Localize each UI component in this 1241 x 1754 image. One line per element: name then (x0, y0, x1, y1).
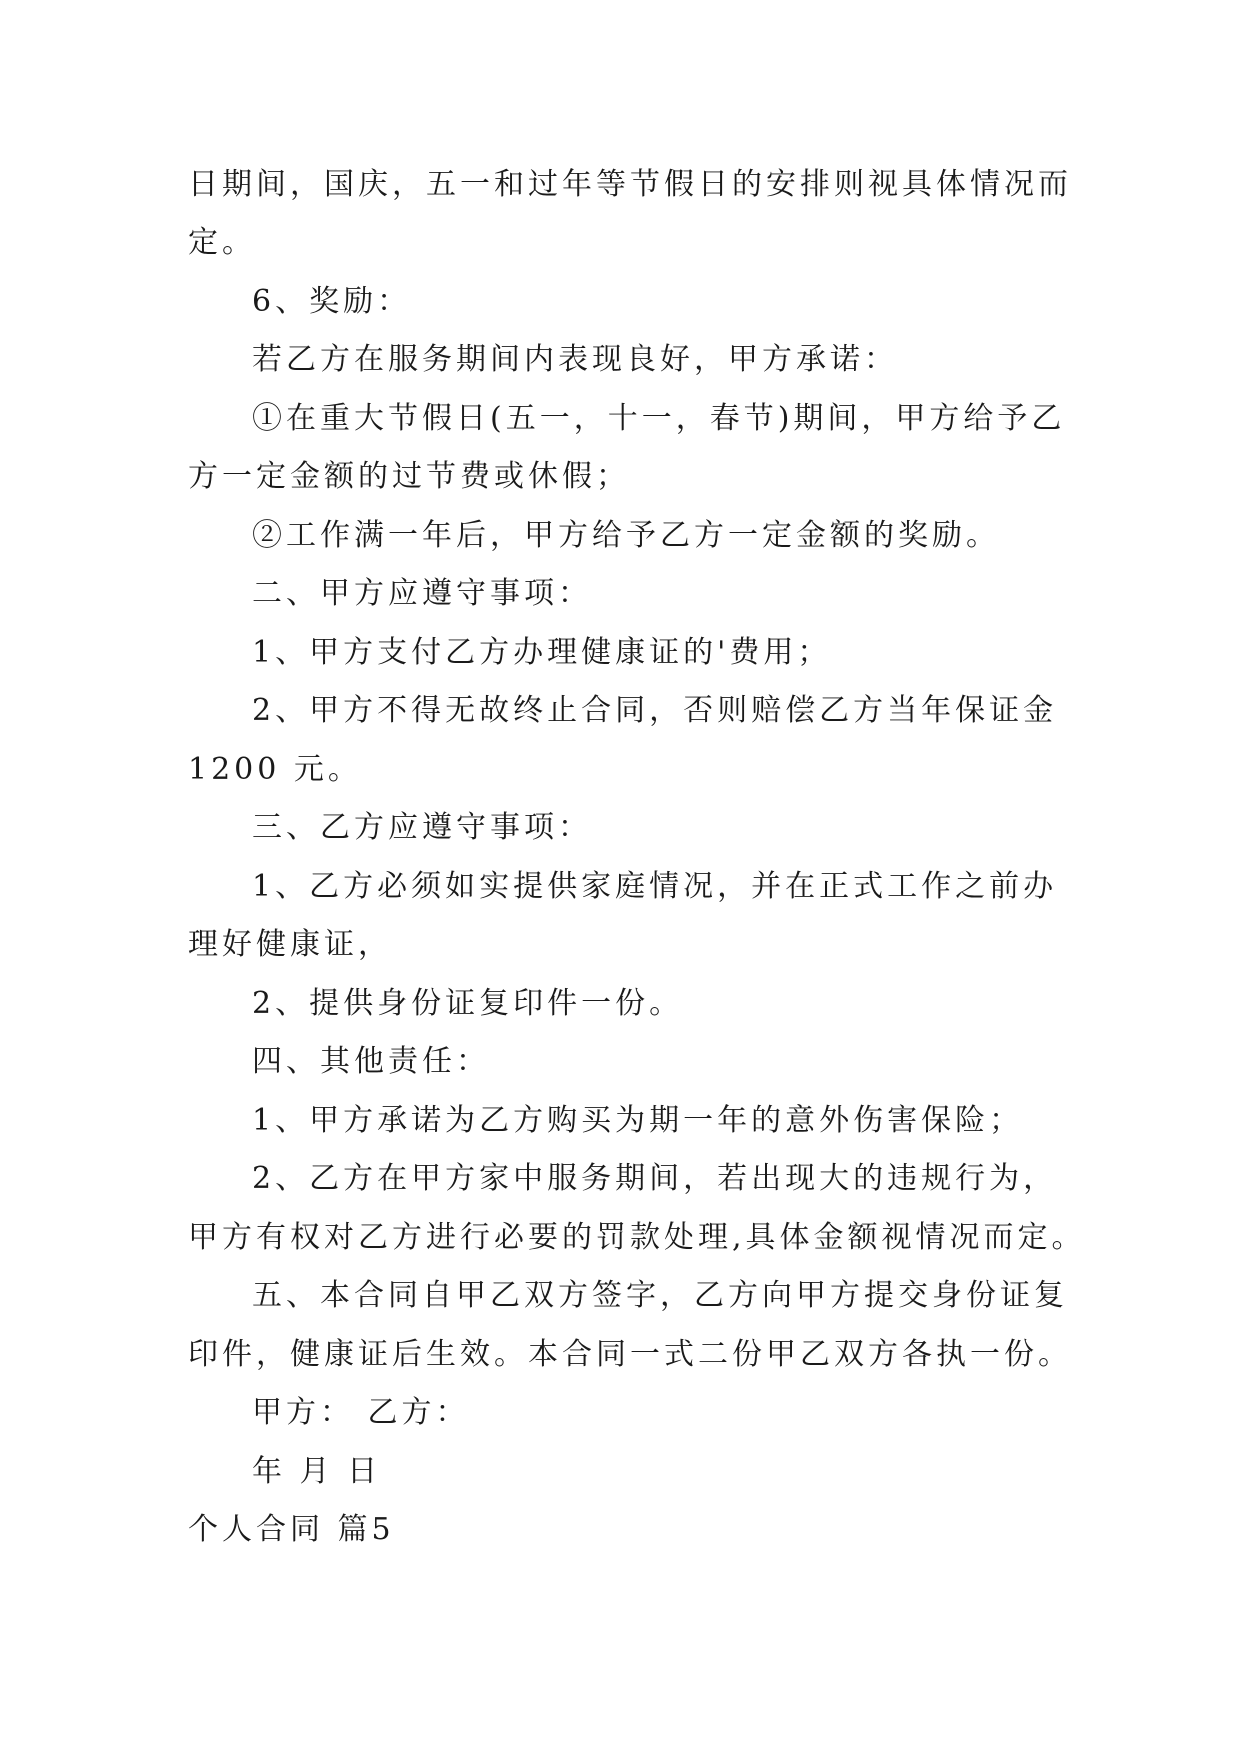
section-heading: 三、乙方应遵守事项： (252, 810, 592, 845)
date-line: 年 月 日 (252, 1454, 382, 1489)
body-line: ①在重大节假日(五一，十一，春节)期间，甲方给予乙 (252, 401, 1066, 436)
body-line: 理好健康证， (188, 927, 392, 962)
body-line: 方一定金额的过节费或休假； (188, 459, 630, 494)
body-line: 甲方有权对乙方进行必要的罚款处理,具体金额视情况而定。 (188, 1220, 1086, 1255)
body-line: 1、甲方支付乙方办理健康证的'费用； (252, 635, 832, 670)
body-line: 日期间，国庆，五一和过年等节假日的安排则视具体情况而 (188, 167, 1072, 202)
section-heading: 6、奖励： (252, 284, 412, 319)
body-line: 2、提供身份证复印件一份。 (252, 986, 684, 1021)
body-line: ②工作满一年后，甲方给予乙方一定金额的奖励。 (252, 518, 1000, 553)
body-line: 印件，健康证后生效。本合同一式二份甲乙双方各执一份。 (188, 1337, 1072, 1372)
body-line: 定。 (188, 225, 256, 260)
body-line: 1、甲方承诺为乙方购买为期一年的意外伤害保险； (252, 1103, 1024, 1138)
body-line: 2、甲方不得无故终止合同，否则赔偿乙方当年保证金 (252, 693, 1058, 728)
section-heading: 四、其他责任： (252, 1044, 490, 1079)
body-line: 1200 元。 (188, 752, 362, 787)
next-section-title: 个人合同 篇5 (188, 1512, 395, 1547)
body-line: 五、本合同自甲乙双方签字，乙方向甲方提交身份证复 (252, 1278, 1068, 1313)
body-line: 2、乙方在甲方家中服务期间，若出现大的违规行为， (252, 1161, 1058, 1196)
body-line: 若乙方在服务期间内表现良好，甲方承诺： (252, 342, 898, 377)
section-heading: 二、甲方应遵守事项： (252, 576, 592, 611)
signature-line: 甲方： 乙方： (252, 1395, 470, 1430)
body-line: 1、乙方必须如实提供家庭情况，并在正式工作之前办 (252, 869, 1058, 904)
